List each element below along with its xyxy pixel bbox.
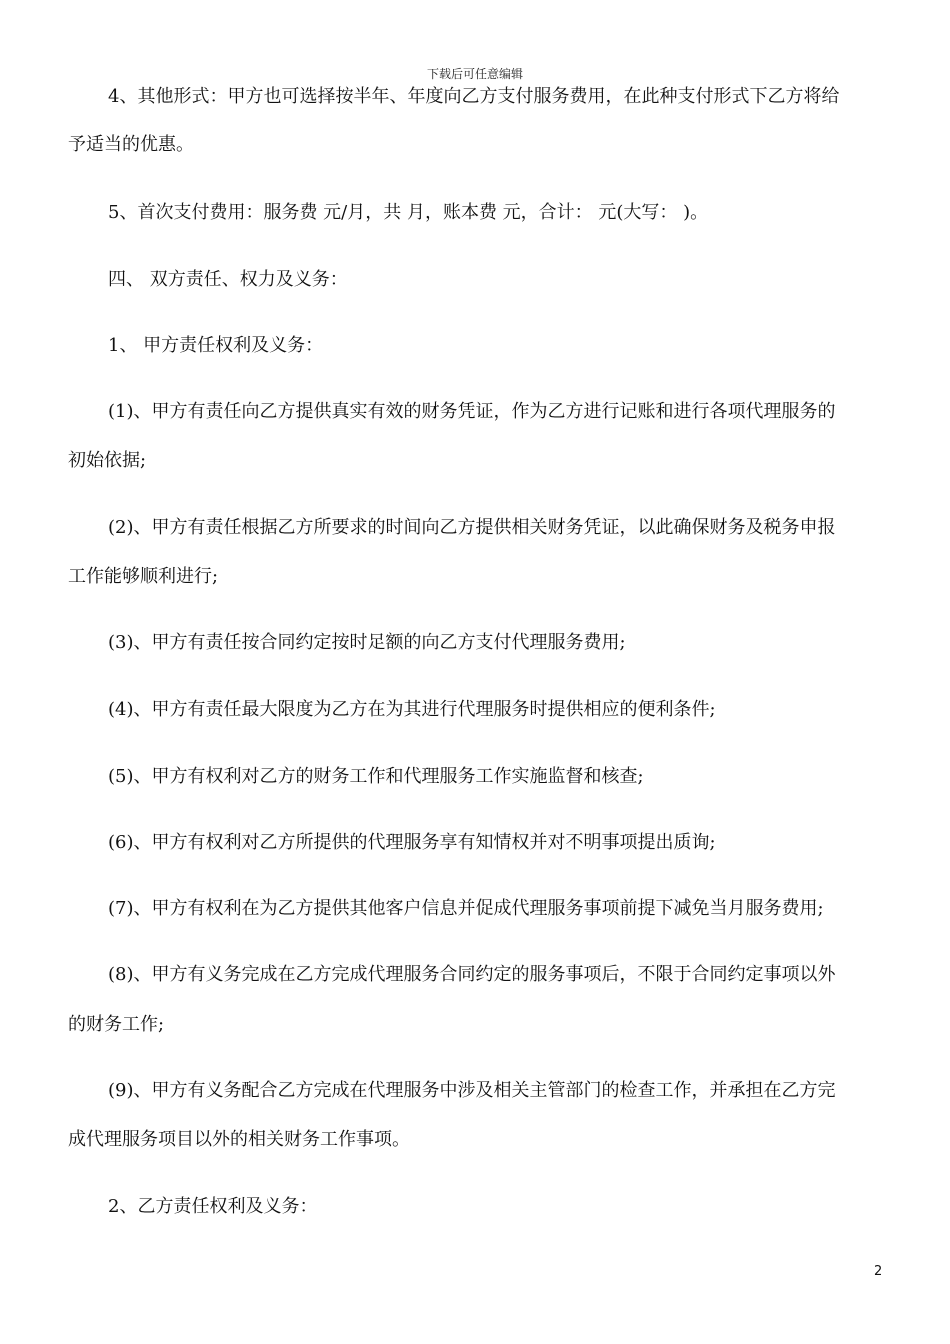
item-1-line-2: 初始依据; bbox=[68, 450, 147, 471]
item-8-line-2: 的财务工作; bbox=[68, 1014, 165, 1035]
item-3: (3)、甲方有责任按合同约定按时足额的向乙方支付代理服务费用; bbox=[108, 632, 626, 653]
item-6: (6)、甲方有权利对乙方所提供的代理服务享有知情权并对不明事项提出质询; bbox=[108, 832, 716, 853]
section-4-title: 四、 双方责任、权力及义务： bbox=[108, 269, 348, 290]
page-number: 2 bbox=[874, 1264, 883, 1279]
item-9-line-1: (9)、甲方有义务配合乙方完成在代理服务中涉及相关主管部门的检查工作，并承担在乙方完 bbox=[108, 1080, 836, 1101]
item-2-line-2: 工作能够顺利进行; bbox=[68, 566, 219, 587]
paragraph-4-line-2: 予适当的优惠。 bbox=[68, 134, 194, 155]
header-note: 下载后可任意编辑 bbox=[426, 67, 523, 81]
item-8-line-1: (8)、甲方有义务完成在乙方完成代理服务合同约定的服务事项后，不限于合同约定事项以外 bbox=[108, 964, 836, 985]
item-4: (4)、甲方有责任最大限度为乙方在为其进行代理服务时提供相应的便利条件; bbox=[108, 699, 716, 720]
item-7: (7)、甲方有权利在为乙方提供其他客户信息并促成代理服务事项前提下减免当月服务费用; bbox=[108, 898, 824, 919]
item-9-line-2: 成代理服务项目以外的相关财务工作事项。 bbox=[68, 1129, 410, 1150]
item-1-line-1: (1)、甲方有责任向乙方提供真实有效的财务凭证，作为乙方进行记账和进行各项代理服务的 bbox=[108, 401, 836, 422]
paragraph-5-line-1: 5、首次支付费用：服务费 元/月，共 月，账本费 元，合计： 元(大写： )。 bbox=[108, 202, 709, 223]
item-5: (5)、甲方有权利对乙方的财务工作和代理服务工作实施监督和核查; bbox=[108, 766, 644, 787]
item-2-line-1: (2)、甲方有责任根据乙方所要求的时间向乙方提供相关财务凭证，以此确保财务及税务申报 bbox=[108, 517, 836, 538]
paragraph-4-line-1: 4、其他形式：甲方也可选择按半年、年度向乙方支付服务费用，在此种支付形式下乙方将给 bbox=[108, 86, 840, 107]
subsection-1-title: 1、 甲方责任权利及义务： bbox=[108, 335, 324, 356]
subsection-2-title: 2、乙方责任权利及义务： bbox=[108, 1196, 318, 1217]
